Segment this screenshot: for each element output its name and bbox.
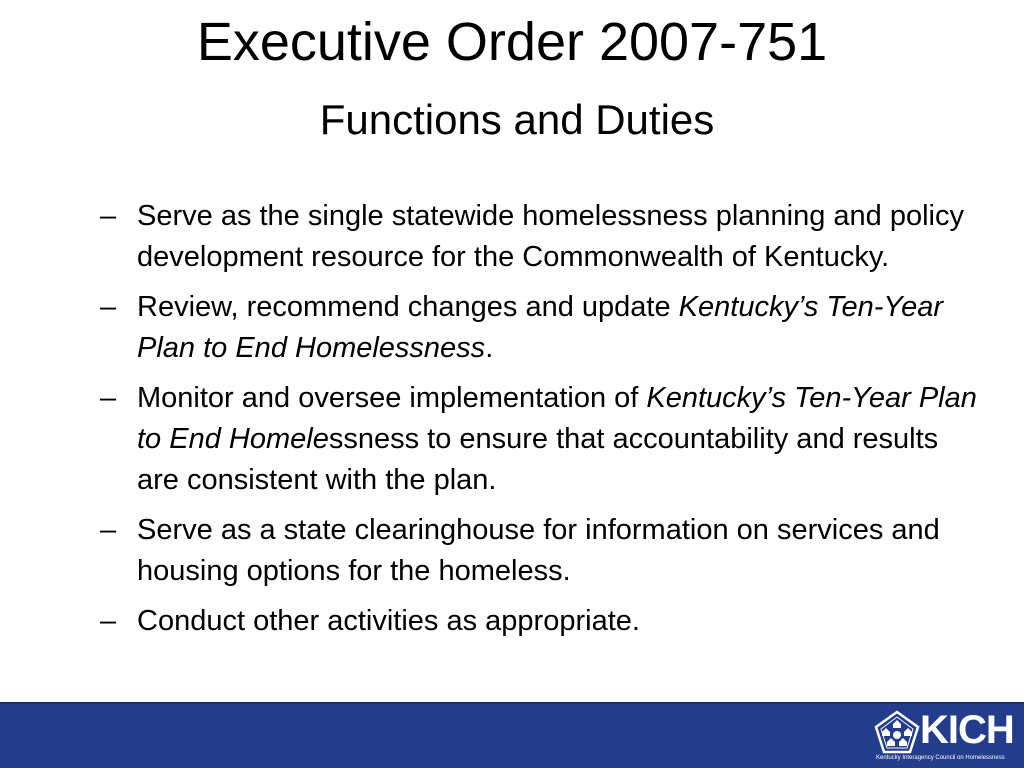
footer-bar — [0, 702, 1024, 768]
duty-text: Review, recommend changes and update — [137, 291, 679, 323]
duty-item — [100, 196, 980, 278]
duty-text: ssness to ensure that accountability and results are consistent with the plan. — [137, 423, 939, 496]
slide-title: Executive Order 2007-751 — [196, 12, 828, 72]
kich-logo — [874, 706, 1014, 764]
dash-bullet: – — [100, 382, 117, 414]
duty-text: Serve as the single statewide homelessness planning and policy development resource for the Commonwealth of Kentucky. — [137, 200, 964, 273]
dash-bullet: – — [100, 291, 117, 323]
duty-item — [100, 601, 980, 642]
logo-tagline: Kentucky Interagency Council on Homelessness — [876, 755, 1005, 761]
duty-text: . — [485, 332, 494, 364]
duty-item — [100, 287, 980, 369]
logo-text: KICH — [920, 708, 1014, 752]
pentagon-house-emblem-icon — [874, 710, 920, 756]
duty-item — [100, 510, 980, 592]
duty-text: Conduct other activities as appropriate. — [137, 605, 640, 637]
duty-item — [100, 378, 980, 501]
dash-bullet: – — [100, 200, 117, 232]
duties-list — [100, 196, 980, 651]
duty-text: Monitor and oversee implementation of — [137, 382, 647, 414]
duty-text-italic: Kentucky’s Ten-Year Plan to End Homelessness — [137, 291, 944, 364]
dash-bullet: – — [100, 514, 117, 546]
dash-bullet: – — [100, 605, 117, 637]
duty-text: Serve as a state clearinghouse for information on services and housing options for the homeless. — [137, 514, 940, 587]
duty-text-italic: Kentucky’s Ten-Year Plan to End Homele — [137, 382, 977, 455]
slide-subtitle: Functions and Duties — [319, 96, 715, 143]
